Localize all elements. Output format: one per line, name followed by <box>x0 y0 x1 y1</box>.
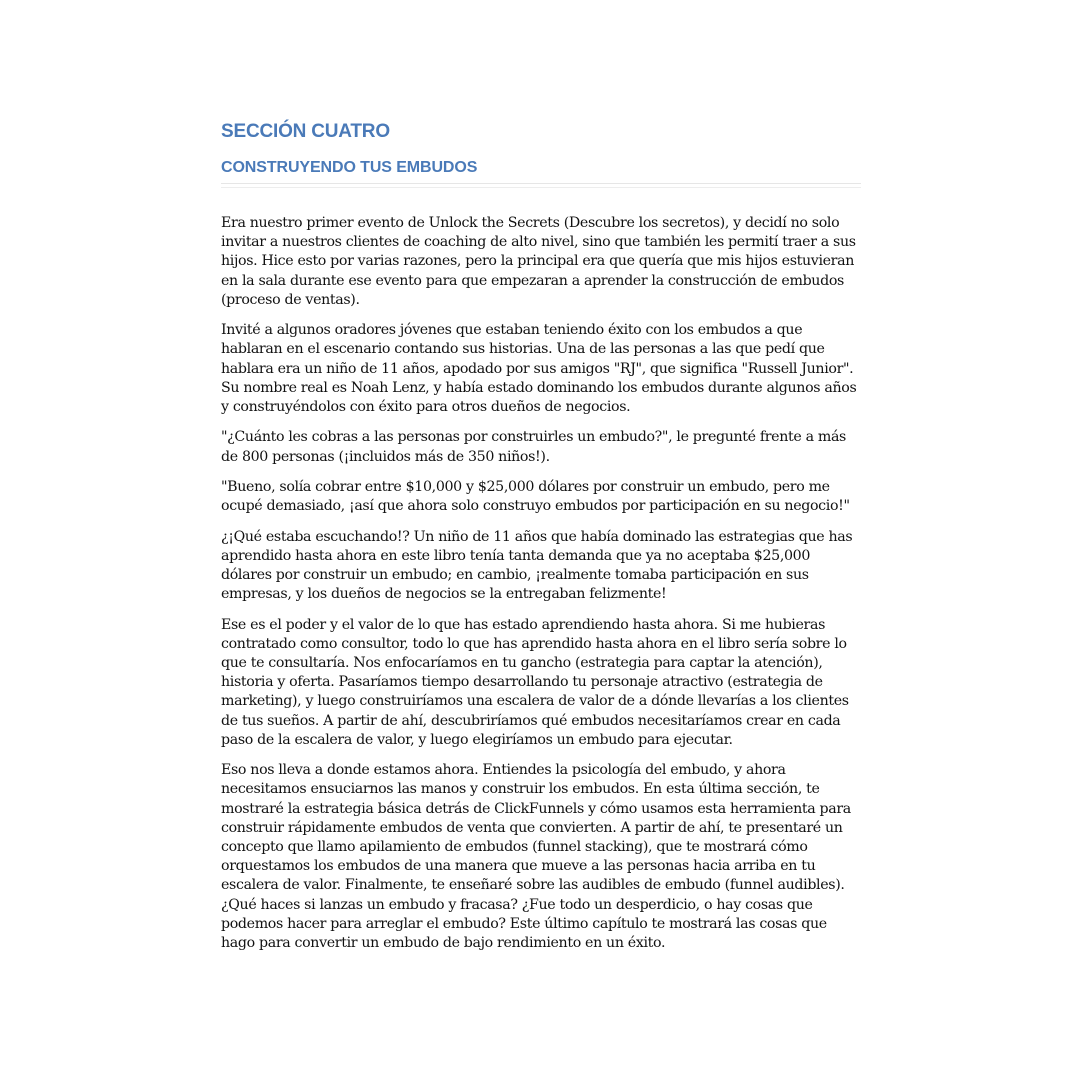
paragraph: Era nuestro primer evento de Unlock the Secrets (Descubre los secretos), y decidí no solo invitar a nuestros clientes de coaching de alto nivel, sino que también les permití traer a sus hijos. Hice esto por varias razones, pero la principal era que quería que mis hijos estuvieran en la sala durante ese evento para que empezaran a aprender la construcción de embudos (proceso de ventas). <box>221 215 856 308</box>
paragraph: "Bueno, solía cobrar entre $10,000 y $25,000 dólares por construir un embudo, pero me ocupé demasiado, ¡así que ahora solo construyo embudos por participación en su negocio!" <box>221 479 850 515</box>
paragraph: Invité a algunos oradores jóvenes que estaban teniendo éxito con los embudos a que hablaran en el escenario contando sus historias. Una de las personas a las que pedí que hablara era un niño de 11 años, apodado por sus amigos "RJ", que significa "Russell Junior". Su nombre real es Noah Lenz, y había estado dominando los embudos durante algunos años y construyéndolos con éxito para otros dueños de negocios. <box>221 322 857 416</box>
document-page <box>221 117 861 964</box>
body-text <box>221 214 861 953</box>
section-title: SECCIÓN CUATRO <box>221 121 390 142</box>
paragraph: ¿¡Qué estaba escuchando!? Un niño de 11 años que había dominado las estrategias que has aprendido hasta ahora en este libro tenía tanta demanda que ya no aceptaba $25,000 dólares por construir un embudo; en cambio, ¡realmente tomaba participación en sus empresas, y los dueños de negocios se la entregaban felizmente! <box>221 528 853 603</box>
paragraph: Ese es el poder y el valor de lo que has estado aprendiendo hasta ahora. Si me hubieras contratado como consultor, todo lo que has aprendido hasta ahora en el libro sería sobre lo que te consultaría. Nos enfocaríamos en tu gancho (estrategia para captar la atención), historia y oferta. Pasaríamos tiempo desarrollando tu personaje atractivo (estrategia de marketing), y luego construiríamos una escalera de valor de a dónde llevarías a los clientes de tus sueños. A partir de ahí, descubriríamos qué embudos necesitaríamos crear en cada paso de la escalera de valor, y luego elegiríamos un embudo para ejecutar. <box>221 616 849 748</box>
chapter-title: CONSTRUYENDO TUS EMBUDOS <box>221 159 478 176</box>
paragraph: "¿Cuánto les cobras a las personas por construirles un embudo?", le pregunté frente a más de 800 personas (¡incluidos más de 350 niños!). <box>221 429 846 465</box>
paragraph: Eso nos lleva a donde estamos ahora. Entiendes la psicología del embudo, y ahora necesitamos ensuciarnos las manos y construir los embudos. En esta última sección, te mostraré la estrategia básica detrás de ClickFunnels y cómo usamos esta herramienta para construir rápidamente embudos de venta que convierten. A partir de ahí, te presentaré un concepto que llamo apilamiento de embudos (funnel stacking), que te mostrará cómo orquestamos los embudos de una manera que mueve a las personas hacia arriba en tu escalera de valor. Finalmente, te enseñaré sobre las audibles de embudo (funnel audibles). ¿Qué haces si lanzas un embudo y fracasa? ¿Fue todo un desperdicio, o hay cosas que podemos hacer para arreglar el embudo? Este último capítulo te mostrará las cosas que hago para convertir un embudo de bajo rendimiento en un éxito. <box>221 762 851 952</box>
heading-divider <box>221 183 861 188</box>
